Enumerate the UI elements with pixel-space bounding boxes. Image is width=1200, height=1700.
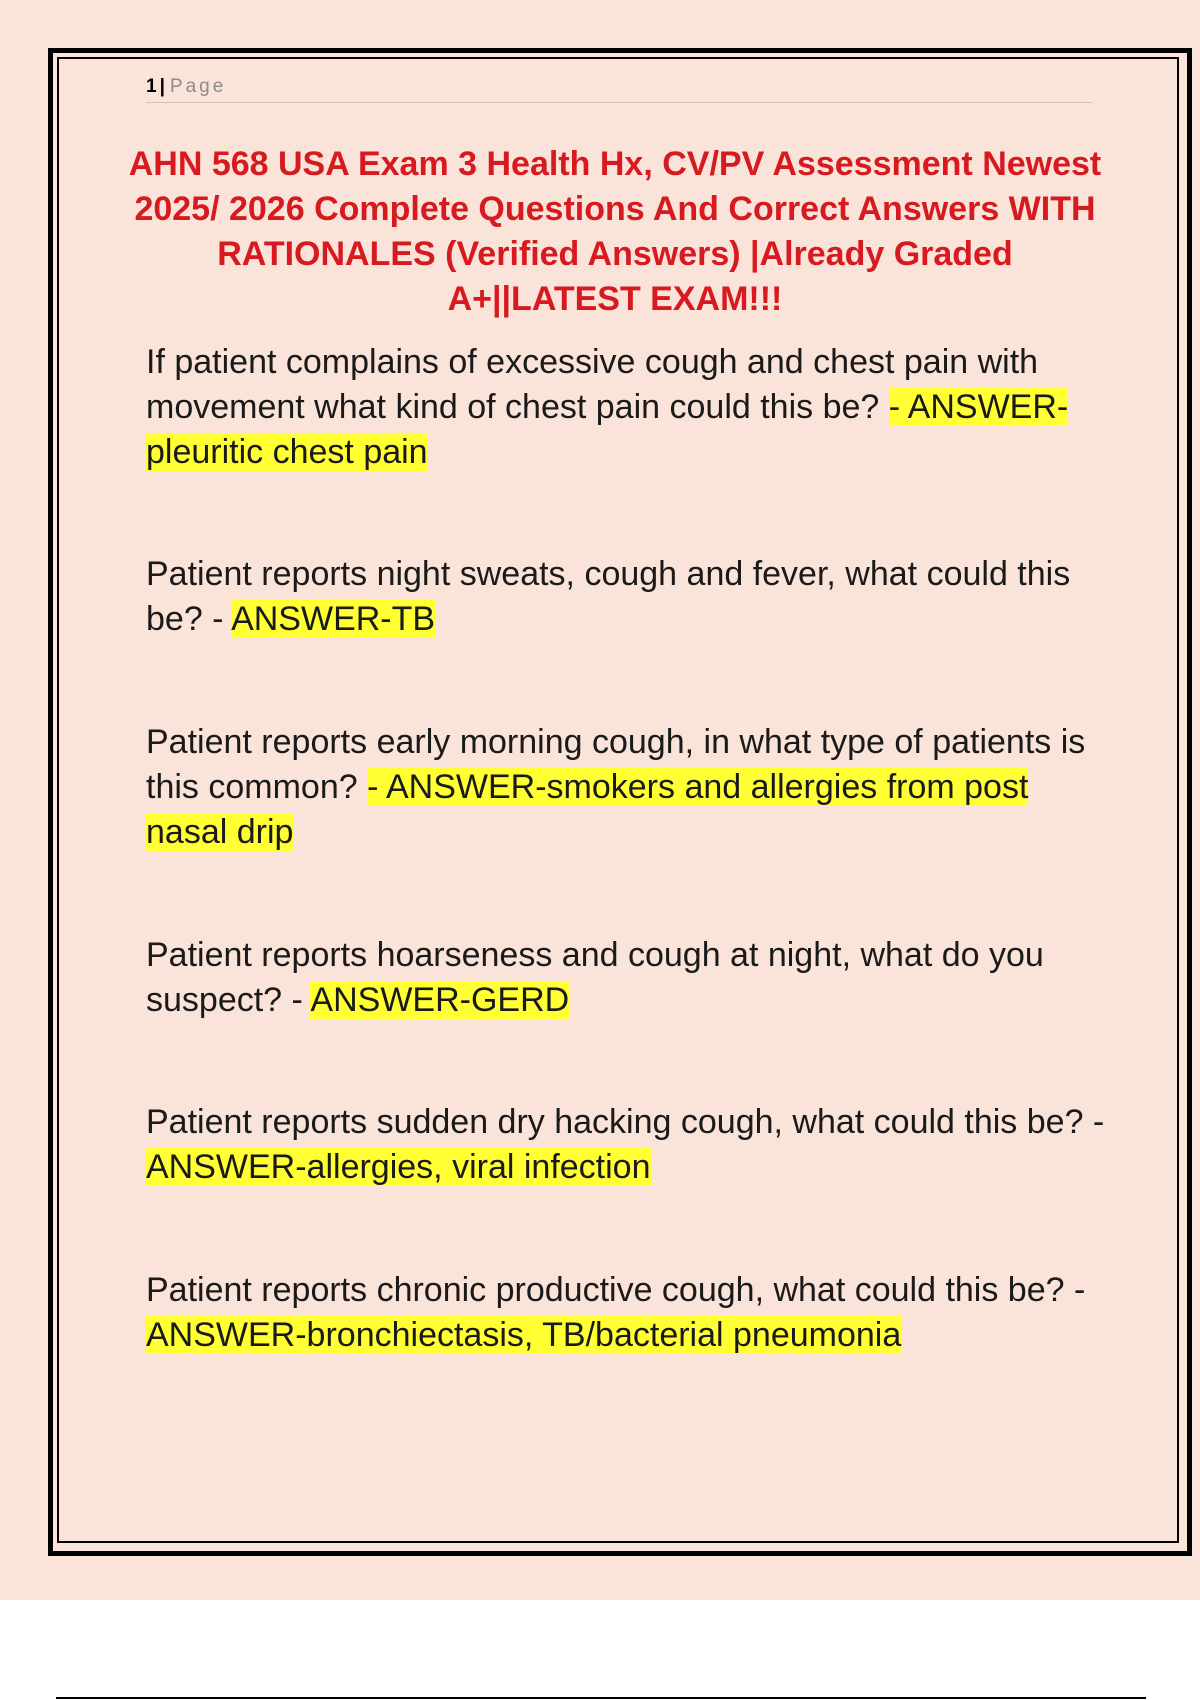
question-text: Patient reports hoarseness and cough at night, what do you suspect? -	[146, 936, 1044, 1019]
qa-item-1	[146, 340, 1106, 475]
qa-item-5	[146, 1100, 1106, 1190]
question-text: Patient reports early morning cough, in what type of patients is this common?	[146, 723, 1086, 806]
page-separator: |	[159, 76, 165, 97]
answer-highlight: ANSWER-GERD	[310, 981, 570, 1019]
answer-highlight: - ANSWER-pleuritic chest pain	[146, 388, 1069, 471]
question-text: Patient reports chronic productive cough, what could this be? -	[146, 1271, 1086, 1309]
page-label: Page	[169, 76, 227, 97]
answer-highlight: ANSWER-allergies, viral infection	[146, 1148, 651, 1186]
question-text: Patient reports night sweats, cough and fever, what could this be? -	[146, 555, 1071, 638]
qa-item-3	[146, 720, 1106, 855]
page-number: 1	[146, 76, 157, 97]
qa-item-4	[146, 933, 1106, 1023]
question-text: If patient complains of excessive cough and chest pain with movement what kind of chest pain could this be?	[146, 343, 1039, 426]
qa-item-6	[146, 1268, 1106, 1358]
answer-highlight: ANSWER-TB	[231, 600, 436, 638]
answer-highlight: - ANSWER-smokers and allergies from post nasal drip	[146, 768, 1029, 851]
bottom-rule	[56, 1697, 1146, 1699]
answer-highlight: ANSWER-bronchiectasis, TB/bacterial pneumonia	[146, 1316, 902, 1354]
question-text: Patient reports sudden dry hacking cough, what could this be? -	[146, 1103, 1105, 1141]
qa-item-2	[146, 552, 1106, 642]
page-header	[146, 74, 1092, 103]
document-title: AHN 568 USA Exam 3 Health Hx, CV/PV Assessment Newest 2025/ 2026 Complete Questions And Correct Answers WITH RATIONALES (Verified Answers) |Already Graded A+||LATEST EXAM!!!	[128, 145, 1102, 318]
